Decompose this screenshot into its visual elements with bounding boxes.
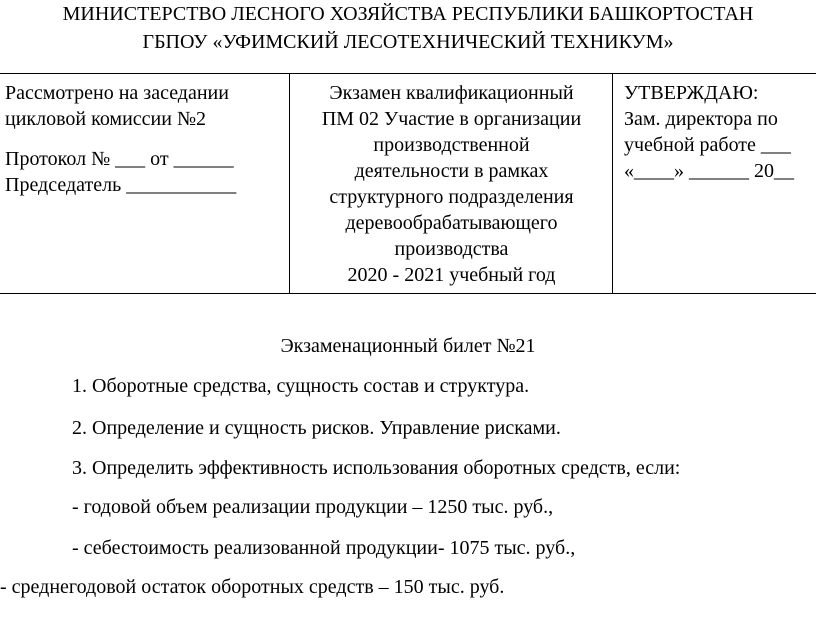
exam-line-1: Экзамен квалификационный	[329, 82, 574, 104]
exam-line-3: производственной	[373, 134, 530, 156]
condition-2: - себестоимость реализованной продукции- 1075 тыс. руб.,	[72, 537, 576, 559]
college-heading: ГБПОУ «УФИМСКИЙ ЛЕСОТЕХНИЧЕСКИЙ ТЕХНИКУМ»	[142, 31, 674, 53]
question-3: 3. Определить эффективность использования оборотных средств, если:	[72, 457, 681, 479]
exam-line-7: производства	[394, 238, 509, 260]
table-top-border	[0, 73, 816, 74]
table-divider-1	[289, 73, 290, 294]
commission-cell	[5, 80, 287, 198]
protocol-line: Протокол № ___ от ______	[5, 148, 234, 170]
exam-line-6: деревообрабатывающего	[345, 212, 558, 234]
chairman-line: Председатель ___________	[5, 174, 237, 196]
commission-line-2: цикловой комиссии №2	[5, 108, 207, 130]
exam-cell	[291, 80, 612, 288]
academic-year: 2020 - 2021 учебный год	[347, 264, 556, 286]
exam-line-5: структурного подразделения	[329, 186, 574, 208]
approve-heading: УТВЕРЖДАЮ:	[624, 82, 759, 104]
condition-3: - среднегодовой остаток оборотных средств – 150 тыс. руб.	[0, 576, 505, 598]
approve-line-2: Зам. директора по	[624, 108, 778, 130]
exam-line-4: деятельности в рамках	[354, 160, 549, 182]
condition-1: - годовой объем реализации продукции – 1250 тыс. руб.,	[72, 496, 554, 518]
exam-line-2: ПМ 02 Участие в организации	[321, 108, 582, 130]
question-1: 1. Оборотные средства, сущность состав и структура.	[72, 375, 530, 397]
approval-cell	[624, 80, 816, 184]
table-divider-2	[612, 73, 613, 294]
question-2: 2. Определение и сущность рисков. Управление рисками.	[72, 417, 561, 439]
commission-line-1: Рассмотрено на заседании	[5, 82, 229, 104]
approve-date-line: «____» ______ 20__	[624, 160, 794, 182]
approve-line-3: учебной работе ___	[624, 134, 791, 156]
table-bottom-border	[0, 293, 816, 294]
ticket-title: Экзаменационный билет №21	[280, 335, 536, 357]
ministry-heading: МИНИСТЕРСТВО ЛЕСНОГО ХОЗЯЙСТВА РЕСПУБЛИКИ БАШКОРТОСТАН	[62, 3, 754, 25]
